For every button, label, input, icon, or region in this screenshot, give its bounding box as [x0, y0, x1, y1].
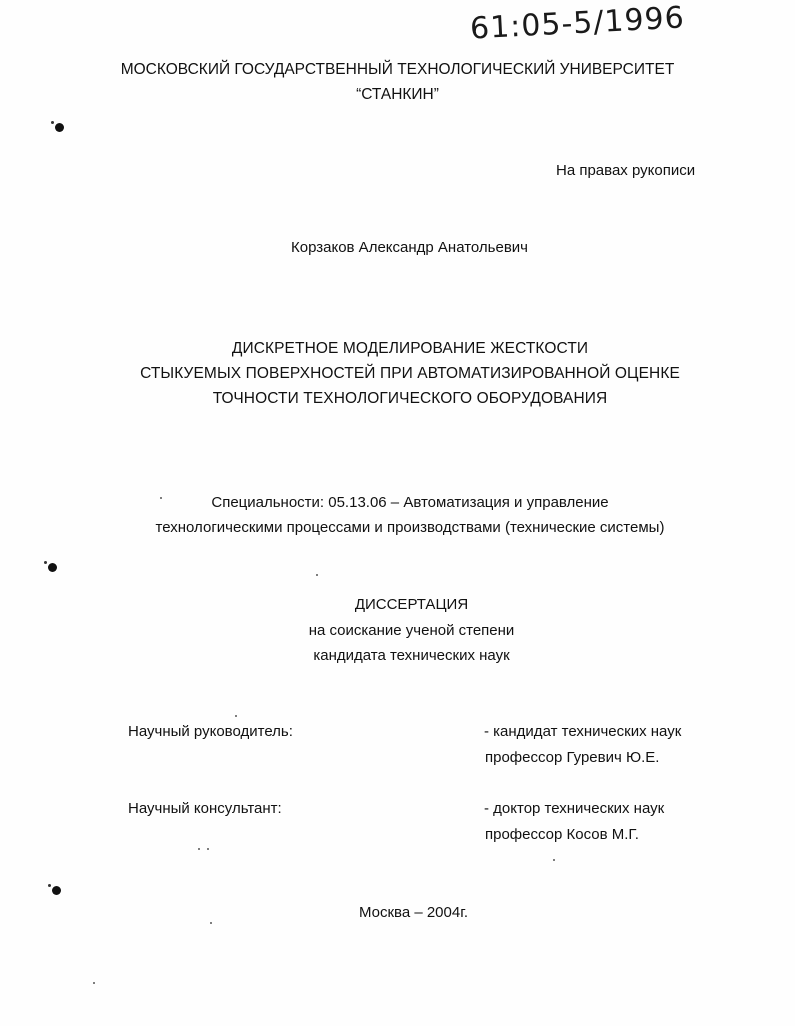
specialty-line-2: технологическими процессами и производствами (технические системы) — [155, 519, 665, 536]
specialty-line-1: Специальности: 05.13.06 – Автоматизация и управление — [211, 494, 609, 511]
speck — [93, 982, 95, 984]
speck — [198, 848, 200, 850]
speck — [207, 848, 209, 850]
consultant-name: профессор Косов М.Г. — [485, 826, 639, 843]
degree-purpose-line-1: на соискание ученой степени — [308, 622, 515, 639]
document-type-heading: ДИССЕРТАЦИЯ — [354, 596, 469, 613]
university-name: МОСКОВСКИЙ ГОСУДАРСТВЕННЫЙ ТЕХНОЛОГИЧЕСКИЙ УНИВЕРСИТЕТ — [120, 61, 675, 78]
speck — [316, 574, 318, 576]
university-short-name: “СТАНКИН” — [356, 86, 439, 103]
speck — [235, 715, 237, 717]
speck — [210, 922, 212, 924]
consultant-label: Научный консультант: — [128, 800, 282, 817]
supervisor-label: Научный руководитель: — [128, 723, 293, 740]
thesis-title-line-3: ТОЧНОСТИ ТЕХНОЛОГИЧЕСКОГО ОБОРУДОВАНИЯ — [212, 390, 608, 407]
supervisor-degree: - кандидат технических наук — [484, 723, 682, 740]
archive-number-handwritten: 61:05-5/1996 — [469, 0, 686, 47]
supervisor-name: профессор Гуревич Ю.Е. — [485, 749, 660, 766]
thesis-title-line-2: СТЫКУЕМЫХ ПОВЕРХНОСТЕЙ ПРИ АВТОМАТИЗИРОВАННОЙ ОЦЕНКЕ — [140, 365, 680, 382]
thesis-title-line-1: ДИСКРЕТНОЕ МОДЕЛИРОВАНИЕ ЖЕСТКОСТИ — [231, 340, 589, 357]
ink-blot — [55, 123, 64, 132]
speck — [553, 859, 555, 861]
author-name: Корзаков Александр Анатольевич — [291, 239, 528, 256]
ink-blot — [48, 563, 57, 572]
ink-blot — [52, 886, 61, 895]
consultant-degree: - доктор технических наук — [484, 800, 665, 817]
degree-purpose-line-2: кандидата технических наук — [313, 647, 510, 664]
manuscript-rights-note: На правах рукописи — [556, 162, 696, 179]
place-and-year: Москва – 2004г. — [358, 904, 469, 921]
